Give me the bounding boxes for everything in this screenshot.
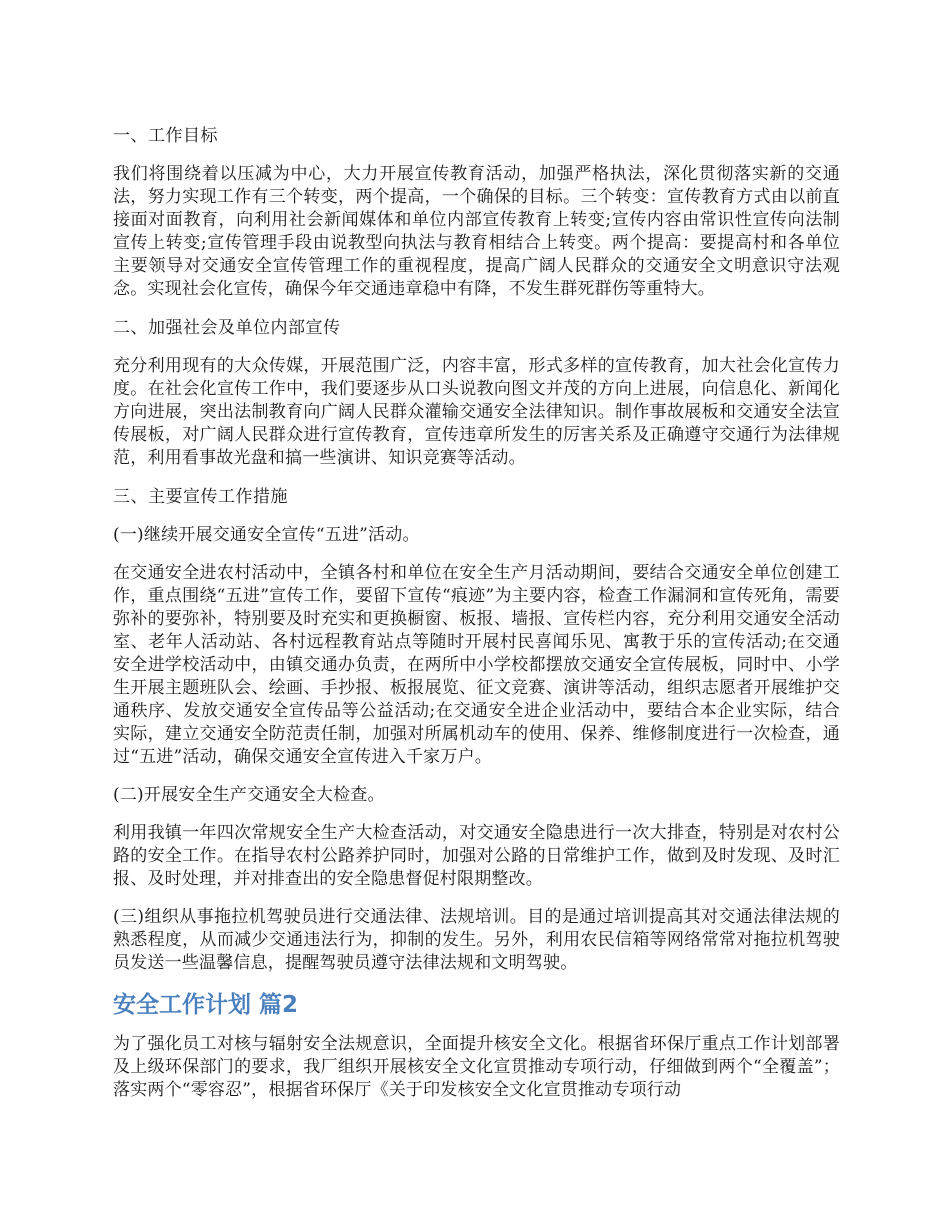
section-heading-1: 一、工作目标 (113, 126, 218, 146)
paragraph-work-goals: 我们将围绕着以压减为中心，大力开展宣传教育活动，加强严格执法，深化贯彻落实新的交通法，努力实现工作有三个转变，两个提高，一个确保的目标。三个转变：宣传教育方式由以前直接面对面教育，向利用社会新闻媒体和单位内部宣传教育上转变;宣传内容由常识性宣传向法制宣传上转变;宣传管理手段由说教型向执法与教育相结合上转变。两个提高：要提高村和各单位主要领导对交通安全宣传管理工作的重视程度，提高广阔人民群众的交通安全文明意识守法观念。实现社会化宣传，确保今年交通违章稳中有降，不发生群死群伤等重特大。 (113, 164, 840, 299)
paragraph-nuclear-safety: 为了强化员工对核与辐射安全法规意识，全面提升核安全文化。根据省环保厅重点工作计划部署及上级环保部门的要求，我厂组织开展核安全文化宣贯推动专项行动，仔细做到两个“全覆盖”；落实两个“零容忍”，根据省环保厅《关于印发核安全文化宣贯推动专项行动 (113, 1034, 840, 1100)
subheading-inspection: (二)开展安全生产交通安全大检查。 (113, 785, 385, 805)
document-title-part-2: 安全工作计划 篇2 (113, 992, 299, 1018)
paragraph-inspection: 利用我镇一年四次常规安全生产大检查活动，对交通安全隐患进行一次大排查，特别是对农村公路的安全工作。在指导农村公路养护同时，加强对公路的日常维护工作，做到及时发现、及时汇报、及时处理，并对排查出的安全隐患督促村限期整改。 (113, 823, 840, 889)
paragraph-driver-training: (三)组织从事拖拉机驾驶员进行交通法律、法规培训。目的是通过培训提高其对交通法律法规的熟悉程度，从而减少交通违法行为，抑制的发生。另外，利用农民信箱等网络常常对拖拉机驾驶员发送一些温馨信息，提醒驾驶员遵守法律法规和文明驾驶。 (113, 907, 840, 973)
paragraph-five-into: 在交通安全进农村活动中，全镇各村和单位在安全生产月活动期间，要结合交通安全单位创建工作，重点围绕“五进”宣传工作，要留下宣传“痕迹”为主要内容，检查工作漏洞和宣传死角，需要弥补的要弥补，特别要及时充实和更换橱窗、板报、墙报、宣传栏内容，充分利用交通安全活动室、老年人活动站、各村远程教育站点等随时开展村民喜闻乐见、寓教于乐的宣传活动;在交通安全进学校活动中，由镇交通办负责，在两所中小学校都摆放交通安全宣传展板，同时中、小学生开展主题班队会、绘画、手抄报、板报展览、征文竞赛、演讲等活动，组织志愿者开展维护交通秩序、发放交通安全宣传品等公益活动;在交通安全进企业活动中，要结合本企业实际，结合实际，建立交通安全防范责任制，加强对所属机动车的使用、保养、维修制度进行一次检查，通过“五进”活动，确保交通安全宣传进入千家万户。 (113, 563, 840, 767)
paragraph-publicity: 充分利用现有的大众传媒，开展范围广泛，内容丰富，形式多样的宣传教育，加大社会化宣传力度。在社会化宣传工作中，我们要逐步从口头说教向图文并茂的方向上进展，向信息化、新闻化方向进展，突出法制教育向广阔人民群众灌输交通安全法律知识。制作事故展板和交通安全法宣传展板，对广阔人民群众进行宣传教育，宣传违章所发生的厉害关系及正确遵守交通行为法律规范，利用看事故光盘和搞一些演讲、知识竞赛等活动。 (113, 356, 840, 468)
section-heading-3: 三、主要宣传工作措施 (113, 487, 288, 507)
section-heading-2: 二、加强社会及单位内部宣传 (113, 318, 341, 338)
subheading-five-into: (一)继续开展交通安全宣传“五进”活动。 (113, 525, 420, 545)
document-body (113, 124, 840, 1117)
